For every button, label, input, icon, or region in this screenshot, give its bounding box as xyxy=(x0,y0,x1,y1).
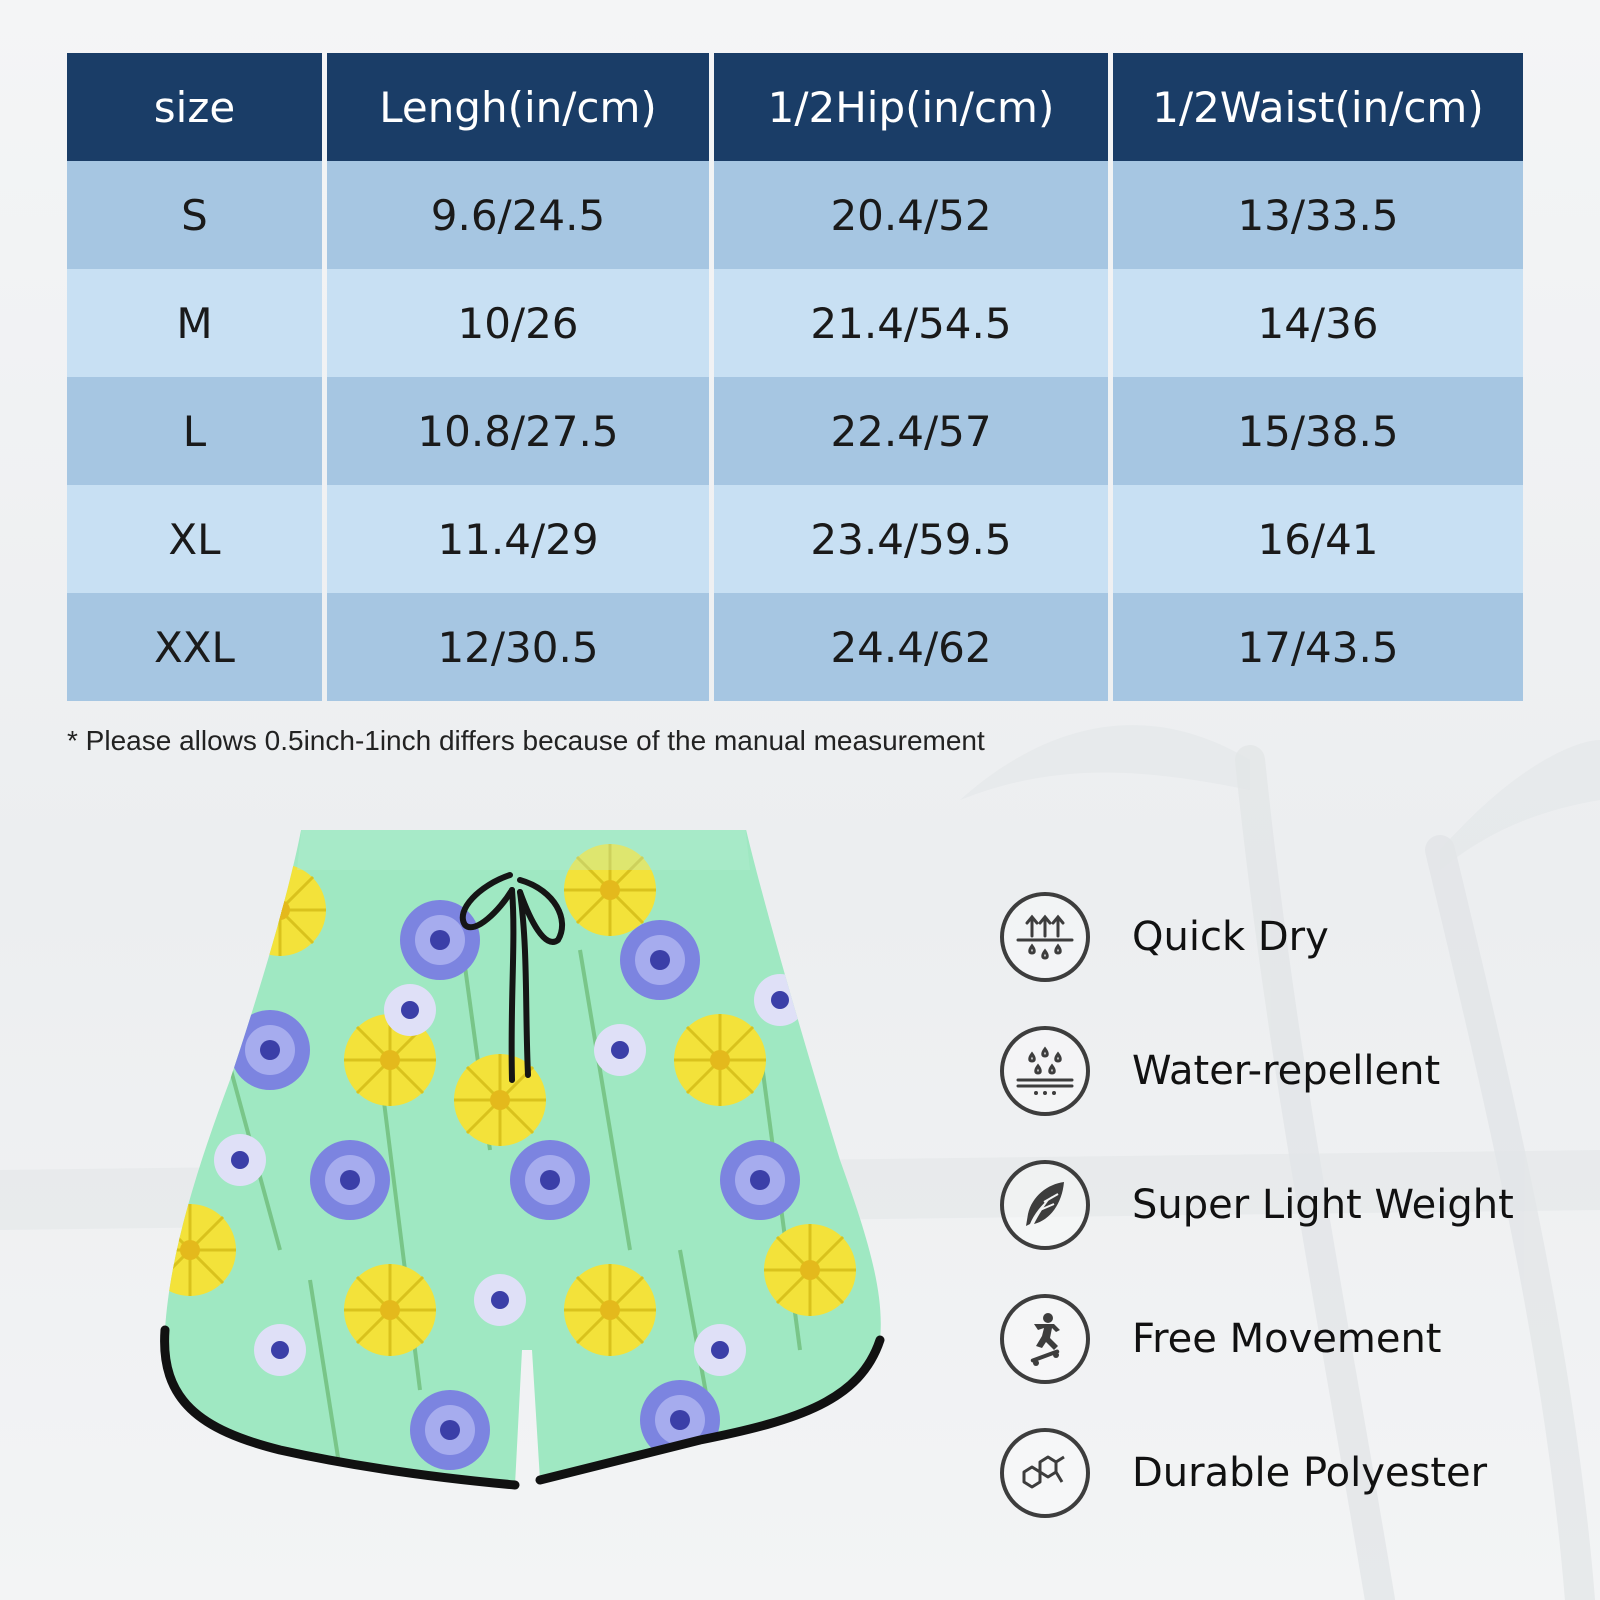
polyester-molecule-icon xyxy=(1000,1428,1090,1518)
feature-item-quick-dry xyxy=(1000,870,1560,1004)
floral-shorts-image xyxy=(160,830,900,1520)
cell-length: 12/30.5 xyxy=(327,593,709,701)
cell-waist: 13/33.5 xyxy=(1113,161,1523,269)
cell-size: S xyxy=(67,161,322,269)
cell-hip: 21.4/54.5 xyxy=(714,269,1108,377)
table-row xyxy=(67,377,1523,485)
feature-item-free-movement xyxy=(1000,1272,1560,1406)
feather-icon xyxy=(1000,1160,1090,1250)
feature-item-water-repellent xyxy=(1000,1004,1560,1138)
feature-item-light-weight xyxy=(1000,1138,1560,1272)
cell-waist: 17/43.5 xyxy=(1113,593,1523,701)
measurement-note: * Please allows 0.5inch-1inch differs because of the manual measurement xyxy=(67,725,985,756)
cell-hip: 24.4/62 xyxy=(714,593,1108,701)
header-half-waist: 1/2Waist(in/cm) xyxy=(1113,53,1523,161)
cell-hip: 20.4/52 xyxy=(714,161,1108,269)
feature-label: Quick Dry xyxy=(1132,914,1329,960)
cell-hip: 23.4/59.5 xyxy=(714,485,1108,593)
cell-waist: 16/41 xyxy=(1113,485,1523,593)
header-length: Lengh(in/cm) xyxy=(327,53,709,161)
cell-length: 10/26 xyxy=(327,269,709,377)
cell-waist: 15/38.5 xyxy=(1113,377,1523,485)
table-row xyxy=(67,485,1523,593)
table-row xyxy=(67,161,1523,269)
size-chart-table xyxy=(62,53,1528,701)
header-half-hip: 1/2Hip(in/cm) xyxy=(714,53,1108,161)
cell-hip: 22.4/57 xyxy=(714,377,1108,485)
header-size: size xyxy=(67,53,322,161)
quick-dry-icon xyxy=(1000,892,1090,982)
feature-list xyxy=(1000,870,1560,1540)
cell-length: 10.8/27.5 xyxy=(327,377,709,485)
cell-size: L xyxy=(67,377,322,485)
cell-waist: 14/36 xyxy=(1113,269,1523,377)
cell-size: M xyxy=(67,269,322,377)
table-header-row xyxy=(67,53,1523,161)
table-row xyxy=(67,593,1523,701)
feature-label: Water-repellent xyxy=(1132,1048,1441,1094)
cell-length: 11.4/29 xyxy=(327,485,709,593)
water-repellent-icon xyxy=(1000,1026,1090,1116)
feature-label: Free Movement xyxy=(1132,1316,1442,1362)
cell-size: XL xyxy=(67,485,322,593)
feature-label: Super Light Weight xyxy=(1132,1182,1514,1228)
feature-label: Durable Polyester xyxy=(1132,1450,1488,1496)
skateboarder-icon xyxy=(1000,1294,1090,1384)
cell-size: XXL xyxy=(67,593,322,701)
feature-item-durable-polyester xyxy=(1000,1406,1560,1540)
cell-length: 9.6/24.5 xyxy=(327,161,709,269)
table-row xyxy=(67,269,1523,377)
